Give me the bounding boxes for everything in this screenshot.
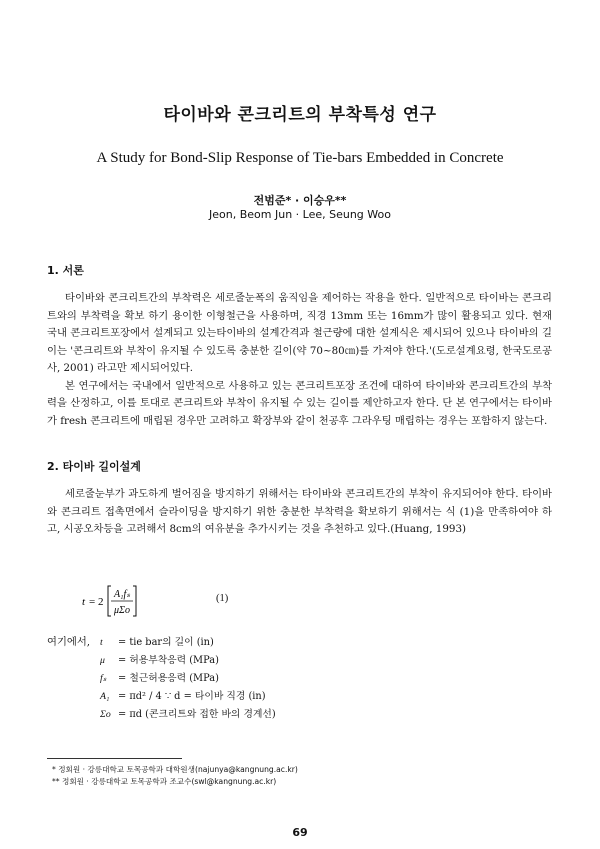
symbol-definitions — [100, 634, 276, 724]
equation-1 — [80, 583, 170, 619]
section-1-paragraph-1: 타이바와 콘크리트간의 부착력은 세로줄눈폭의 움직임을 제어하는 작용을 한다. 일반적으로 타이바는 콘크리트와의 부착력을 확보 하기 용이한 이형철근을 사용하며, 직경 13mm 또는 16mm가 많이 활용되고 있다. 현재 국내 콘크리트포장에서 설계되고 있는타이바의 설계간격과 철근량에 대한 설계식은 제시되어 있으나 타이바의 길이는 '콘크리트와 부착이 유지될 수 있도록 충분한 길이(약 70~80㎝)를 가져야 한다.'(도로설계요령, 한국도로공사, 2001) 라고만 제시되어있다. — [47, 292, 552, 374]
authors-english: Jeon, Beom Jun · Lee, Seung Woo — [209, 208, 391, 221]
definition-symbol: A₁ — [100, 691, 110, 702]
definition-symbol: Σo — [100, 709, 111, 720]
left-bracket — [108, 586, 111, 616]
paper-title-english: A Study for Bond-Slip Response of Tie-bars Embedded in Concrete — [96, 150, 504, 166]
definition-text: = πd (콘크리트와 접한 바의 경계선) — [118, 709, 276, 720]
definition-row — [100, 652, 276, 670]
definition-row — [100, 670, 276, 688]
section-2-body — [47, 486, 552, 539]
equation-denominator: μΣo — [114, 605, 130, 616]
footnote-divider — [47, 758, 182, 759]
definition-row — [100, 634, 276, 652]
section-2-paragraph-1: 세로줄눈부가 과도하게 벌어짐을 방지하기 위해서는 타이바와 콘크리트간의 부착이 유지되어야 한다. 타이바와 콘크리트 접촉면에서 슬라이딩을 방지하기 위한 충분한 부착력을 확보하기 위해서는 식 (1)을 만족하여야 하고, 시공오차등을 고려해서 8cm의 여유분을 추가시키는 것을 추천하고 있다.(Huang, 1993) — [47, 488, 552, 535]
equation-number: (1) — [216, 593, 229, 604]
section-1-heading: 1. 서론 — [47, 264, 84, 277]
definition-symbol: t — [100, 637, 103, 648]
where-label: 여기에서, — [47, 636, 91, 648]
definition-row — [100, 706, 276, 724]
page-number: 69 — [292, 826, 308, 839]
equation-equals: = 2 — [89, 596, 104, 608]
authors-korean: 전범준* · 이승우** — [253, 194, 347, 207]
footnote-2: ** 정회원 · 강릉대학교 토목공학과 조교수(swl@kangnung.ac.kr) — [52, 777, 277, 786]
equation-numerator: A₁fₛ — [113, 589, 131, 600]
paper-title-korean: 타이바와 콘크리트의 부착특성 연구 — [163, 105, 437, 125]
definition-text: = πd² / 4 ∵ d = 타이바 직경 (in) — [118, 691, 266, 702]
section-1-body — [47, 290, 552, 430]
definition-symbol: μ — [100, 655, 105, 666]
definition-text: = 허용부착응력 (MPa) — [118, 655, 219, 666]
definition-row — [100, 688, 276, 706]
definition-text: = 철근허용응력 (MPa) — [118, 673, 219, 684]
footnote-1: * 정회원 · 강릉대학교 토목공학과 대학원생(najunya@kangnung.ac.kr) — [52, 765, 298, 774]
section-1-paragraph-2: 본 연구에서는 국내에서 일반적으로 사용하고 있는 콘크리트포장 조건에 대하여 타이바와 콘크리트간의 부착력을 산정하고, 이를 토대로 콘크리트와 부착이 유지될 수 있는 길이를 제안하고자 한다. 단 본 연구에서는 타이바가 fresh 콘크리트에 매립된 경우만 고려하고 확장부와 같이 천공후 그라우팅 매립하는 경우는 포함하지 않는다. — [47, 379, 552, 427]
right-bracket — [133, 586, 136, 616]
section-2-heading: 2. 타이바 길이설계 — [47, 460, 141, 473]
equation-lhs: t — [82, 596, 86, 608]
definition-text: = tie bar의 길이 (in) — [118, 637, 214, 648]
definition-symbol: fₛ — [100, 673, 107, 684]
